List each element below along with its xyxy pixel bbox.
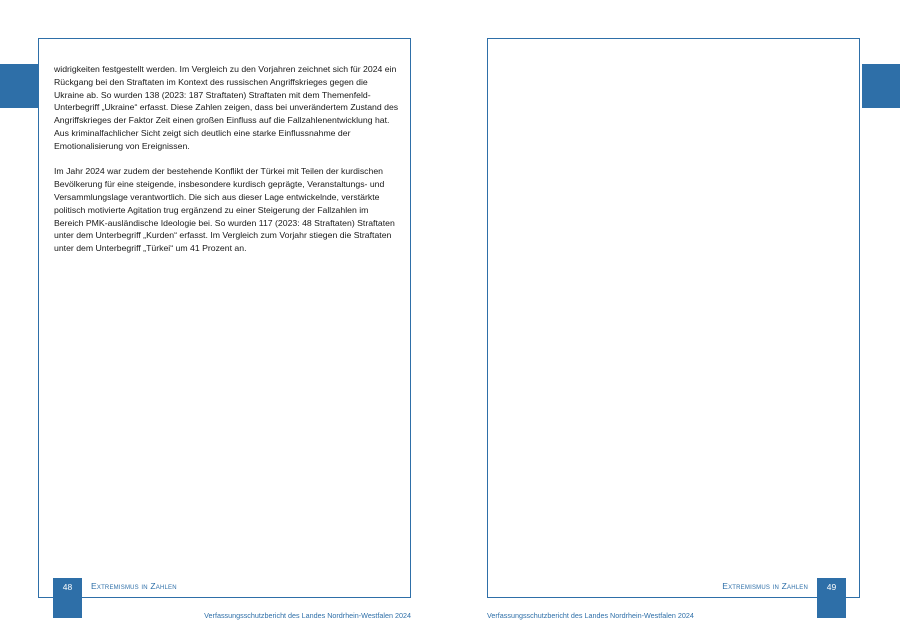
- page-number-left: 48: [53, 578, 82, 618]
- footer-title-right: Verfassungsschutzbericht des Landes Nordrhein-Westfalen 2024: [487, 611, 694, 620]
- section-label-right: Extremismus in Zahlen: [722, 581, 808, 591]
- section-label-left: Extremismus in Zahlen: [91, 581, 177, 591]
- right-edge-marker: [862, 64, 900, 108]
- page-number-right: 49: [817, 578, 846, 618]
- paragraph-ukraine: widrigkeiten festgestellt werden. Im Vergleich zu den Vorjahren zeichnet sich für 2024 ein Rückgang bei den Straftaten im Kontext des russischen Angriffskrieges gegen die Ukraine ab. So wurden 138 (2023: 187 Straftaten) Straftaten mit dem Themenfeld-Unterbegriff „Ukraine“ erfasst. Diese Zahlen zeigen, dass bei unverändertem Zustand des Angriffskrieges der Faktor Zeit einen großen Einfluss auf die Fallzahlenentwicklung hat. Aus kriminalfachlicher Sicht zeigt sich deutlich eine starke Einflussnahme der Emotionalisierung von Ereignissen.: [54, 64, 399, 151]
- left-edge-marker: [0, 64, 38, 108]
- footer-title-left: Verfassungsschutzbericht des Landes Nordrhein-Westfalen 2024: [204, 611, 411, 620]
- left-page-body: [54, 63, 400, 268]
- right-page-frame: [487, 38, 860, 598]
- paragraph-kurds: Im Jahr 2024 war zudem der bestehende Konflikt der Türkei mit Teilen der kurdischen Bevölkerung für eine steigende, insbesondere kurdisch geprägte, Veranstaltungs- und Versammlungslage verantwortlich. Die sich aus dieser Lage entwickelnde, verstärkte politisch motivierte Agitation trug ergänzend zu einer Steigerung der Fallzahlen im Bereich PMK-ausländische Ideologie bei. So wurden 117 (2023: 48 Straftaten) Straftaten unter dem Unterbegriff „Kurden“ erfasst. Im Vergleich zum Vorjahr stiegen die Straftaten unter dem Unterbegriff „Türkei“ um 41 Prozent an.: [54, 166, 395, 254]
